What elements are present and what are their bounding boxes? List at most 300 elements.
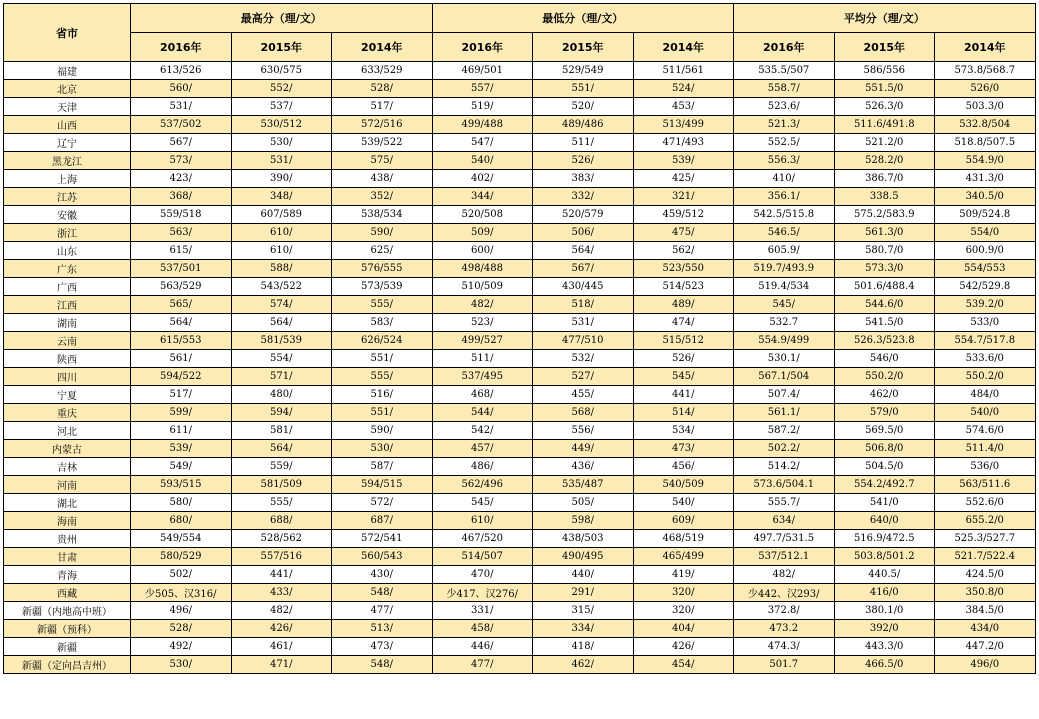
table-body [4,62,1036,674]
score-cell: 540/ [633,494,734,512]
table-row [4,134,1036,152]
score-cell: 410/ [734,170,835,188]
province-cell: 黑龙江 [4,152,131,170]
score-cell: 440/ [533,566,634,584]
score-cell: 356.1/ [734,188,835,206]
score-cell: 537/495 [432,368,533,386]
score-cell: 少505、汉316/ [131,584,232,602]
score-cell: 461/ [231,638,332,656]
year-header: 2016年 [432,33,533,62]
score-cell: 567/ [131,134,232,152]
score-cell: 474.3/ [734,638,835,656]
score-cell: 511/561 [633,62,734,80]
score-cell: 599/ [131,404,232,422]
score-cell: 567/ [533,260,634,278]
score-cell: 372.8/ [734,602,835,620]
table-row [4,368,1036,386]
score-cell: 475/ [633,224,734,242]
score-cell: 598/ [533,512,634,530]
score-cell: 687/ [332,512,433,530]
score-cell: 552.5/ [734,134,835,152]
score-cell: 559/518 [131,206,232,224]
table-row [4,404,1036,422]
score-cell: 555/ [332,368,433,386]
province-cell: 河南 [4,476,131,494]
score-cell: 550.2/0 [935,368,1036,386]
table-row [4,116,1036,134]
score-cell: 340.5/0 [935,188,1036,206]
score-cell: 529/549 [533,62,634,80]
score-cell: 477/ [332,602,433,620]
score-cell: 516.9/472.5 [834,530,935,548]
score-cell: 545/ [734,296,835,314]
table-row [4,332,1036,350]
province-cell: 山东 [4,242,131,260]
score-cell: 571/ [231,368,332,386]
score-cell: 514.2/ [734,458,835,476]
max-score-header: 最高分（理/文） [131,4,433,33]
score-cell: 573.6/504.1 [734,476,835,494]
score-cell: 537/ [231,98,332,116]
score-cell: 551/ [332,350,433,368]
score-cell: 554/ [231,350,332,368]
score-cell: 424.5/0 [935,566,1036,584]
score-cell: 430/ [332,566,433,584]
score-cell: 613/526 [131,62,232,80]
table-row [4,188,1036,206]
score-cell: 368/ [131,188,232,206]
score-cell: 532/ [533,350,634,368]
score-cell: 386.7/0 [834,170,935,188]
score-cell: 518/ [533,296,634,314]
province-cell: 广东 [4,260,131,278]
score-cell: 530/ [231,134,332,152]
score-cell: 470/ [432,566,533,584]
score-cell: 521.3/ [734,116,835,134]
score-cell: 321/ [633,188,734,206]
score-cell: 471/493 [633,134,734,152]
table-row [4,638,1036,656]
score-cell: 505/ [533,494,634,512]
score-cell: 315/ [533,602,634,620]
score-cell: 530.1/ [734,350,835,368]
table-row [4,296,1036,314]
score-cell: 489/ [633,296,734,314]
score-cell: 526.3/523.8 [834,332,935,350]
score-cell: 482/ [734,566,835,584]
table-row [4,314,1036,332]
score-cell: 600/ [432,242,533,260]
score-cell: 633/529 [332,62,433,80]
year-header: 2016年 [734,33,835,62]
table-row [4,278,1036,296]
score-cell: 539/ [131,440,232,458]
score-cell: 655.2/0 [935,512,1036,530]
score-cell: 558.7/ [734,80,835,98]
header-row-groups [4,4,1036,33]
score-cell: 534/ [633,422,734,440]
score-cell: 511/ [533,134,634,152]
score-cell: 383/ [533,170,634,188]
score-cell: 611/ [131,422,232,440]
score-cell: 587/ [332,458,433,476]
score-cell: 625/ [332,242,433,260]
score-cell: 459/512 [633,206,734,224]
score-cell: 468/519 [633,530,734,548]
score-cell: 521.7/522.4 [935,548,1036,566]
score-cell: 626/524 [332,332,433,350]
score-cell: 474/ [633,314,734,332]
province-cell: 江苏 [4,188,131,206]
score-cell: 600.9/0 [935,242,1036,260]
score-cell: 497.7/531.5 [734,530,835,548]
score-cell: 559/ [231,458,332,476]
score-cell: 528/ [332,80,433,98]
score-cell: 473.2 [734,620,835,638]
score-cell: 338.5 [834,188,935,206]
table-row [4,260,1036,278]
score-cell: 573.8/568.7 [935,62,1036,80]
score-cell: 610/ [231,242,332,260]
score-cell: 466.5/0 [834,656,935,674]
score-cell: 384.5/0 [935,602,1036,620]
score-cell: 520/579 [533,206,634,224]
score-cell: 586/556 [834,62,935,80]
province-cell: 广西 [4,278,131,296]
score-cell: 593/515 [131,476,232,494]
score-cell: 453/ [633,98,734,116]
score-cell: 533/0 [935,314,1036,332]
score-cell: 524/ [633,80,734,98]
score-cell: 615/ [131,242,232,260]
province-cell: 新疆（内地高中班） [4,602,131,620]
score-cell: 426/ [231,620,332,638]
score-cell: 402/ [432,170,533,188]
score-cell: 561/ [131,350,232,368]
province-cell: 四川 [4,368,131,386]
score-cell: 320/ [633,602,734,620]
score-cell: 564/ [533,242,634,260]
score-cell: 550.2/0 [834,368,935,386]
score-cell: 634/ [734,512,835,530]
province-cell: 宁夏 [4,386,131,404]
score-cell: 519.7/493.9 [734,260,835,278]
score-cell: 455/ [533,386,634,404]
score-cell: 503.8/501.2 [834,548,935,566]
province-cell: 山西 [4,116,131,134]
score-cell: 573.3/0 [834,260,935,278]
table-row [4,350,1036,368]
table-row [4,224,1036,242]
score-cell: 551/ [332,404,433,422]
province-cell: 青海 [4,566,131,584]
score-cell: 443.3/0 [834,638,935,656]
score-cell: 546.5/ [734,224,835,242]
score-cell: 539/ [633,152,734,170]
score-cell: 527/ [533,368,634,386]
table-row [4,152,1036,170]
province-cell: 陕西 [4,350,131,368]
score-cell: 580/529 [131,548,232,566]
score-cell: 418/ [533,638,634,656]
score-cell: 579/0 [834,404,935,422]
score-cell: 563/511.6 [935,476,1036,494]
score-cell: 554.9/499 [734,332,835,350]
score-cell: 477/ [432,656,533,674]
score-cell: 560/543 [332,548,433,566]
score-cell: 506/ [533,224,634,242]
score-cell: 549/ [131,458,232,476]
table-row [4,602,1036,620]
score-cell: 380.1/0 [834,602,935,620]
score-cell: 468/ [432,386,533,404]
score-cell: 594/515 [332,476,433,494]
score-cell: 438/503 [533,530,634,548]
score-table [3,3,1036,674]
score-cell: 554.9/0 [935,152,1036,170]
score-cell: 542/529.8 [935,278,1036,296]
score-cell: 471/ [231,656,332,674]
score-cell: 520/508 [432,206,533,224]
score-cell: 549/554 [131,530,232,548]
score-cell: 540/509 [633,476,734,494]
score-cell: 521.2/0 [834,134,935,152]
score-cell: 少442、汉293/ [734,584,835,602]
province-cell: 天津 [4,98,131,116]
score-cell: 588/ [231,260,332,278]
score-cell: 561.3/0 [834,224,935,242]
score-cell: 594/522 [131,368,232,386]
score-cell: 561.1/ [734,404,835,422]
score-cell: 576/555 [332,260,433,278]
score-cell: 496/0 [935,656,1036,674]
table-row [4,476,1036,494]
score-cell: 416/0 [834,584,935,602]
score-cell: 528.2/0 [834,152,935,170]
table-row [4,62,1036,80]
score-cell: 581/509 [231,476,332,494]
score-cell: 580.7/0 [834,242,935,260]
score-cell: 496/ [131,602,232,620]
score-cell: 594/ [231,404,332,422]
score-cell: 499/488 [432,116,533,134]
table-row [4,440,1036,458]
score-cell: 575/ [332,152,433,170]
score-cell: 517/ [131,386,232,404]
province-cell: 江西 [4,296,131,314]
score-cell: 514/ [633,404,734,422]
score-cell: 502/ [131,566,232,584]
province-cell: 上海 [4,170,131,188]
score-cell: 477/510 [533,332,634,350]
table-row [4,620,1036,638]
score-cell: 520/ [533,98,634,116]
year-header: 2014年 [332,33,433,62]
score-cell: 469/501 [432,62,533,80]
score-cell: 438/ [332,170,433,188]
score-cell: 630/575 [231,62,332,80]
province-cell: 新疆（预科） [4,620,131,638]
score-cell: 555.7/ [734,494,835,512]
score-cell: 519/ [432,98,533,116]
score-cell: 532.8/504 [935,116,1036,134]
score-cell: 331/ [432,602,533,620]
score-cell: 517/ [332,98,433,116]
score-cell: 526.3/0 [834,98,935,116]
score-cell: 562/496 [432,476,533,494]
score-cell: 615/553 [131,332,232,350]
min-score-header: 最低分（理/文） [432,4,734,33]
score-cell: 540/ [432,152,533,170]
province-cell: 吉林 [4,458,131,476]
score-cell: 502.2/ [734,440,835,458]
score-cell: 486/ [432,458,533,476]
province-cell: 西藏 [4,584,131,602]
score-cell: 441/ [231,566,332,584]
score-cell: 544/ [432,404,533,422]
score-cell: 554/553 [935,260,1036,278]
score-cell: 535.5/507 [734,62,835,80]
score-cell: 552.6/0 [935,494,1036,512]
score-cell: 454/ [633,656,734,674]
score-cell: 523.6/ [734,98,835,116]
avg-score-header: 平均分（理/文） [734,4,1036,33]
score-cell: 607/589 [231,206,332,224]
score-cell: 568/ [533,404,634,422]
table-row [4,242,1036,260]
score-cell: 537/501 [131,260,232,278]
score-cell: 441/ [633,386,734,404]
score-cell: 531/ [131,98,232,116]
table-row [4,494,1036,512]
year-header: 2015年 [533,33,634,62]
score-cell: 581/539 [231,332,332,350]
score-cell: 506.8/0 [834,440,935,458]
score-cell: 590/ [332,422,433,440]
score-cell: 680/ [131,512,232,530]
score-cell: 480/ [231,386,332,404]
score-cell: 542/ [432,422,533,440]
score-cell: 447.2/0 [935,638,1036,656]
score-cell: 605.9/ [734,242,835,260]
score-cell: 573/ [131,152,232,170]
score-cell: 518.8/507.5 [935,134,1036,152]
score-cell: 575.2/583.9 [834,206,935,224]
score-cell: 320/ [633,584,734,602]
score-cell: 498/488 [432,260,533,278]
score-cell: 580/ [131,494,232,512]
score-cell: 528/562 [231,530,332,548]
score-cell: 525.3/527.7 [935,530,1036,548]
score-cell: 532.7 [734,314,835,332]
score-cell: 519.4/534 [734,278,835,296]
score-cell: 440.5/ [834,566,935,584]
score-cell: 350.8/0 [935,584,1036,602]
score-cell: 530/ [332,440,433,458]
score-cell: 501.7 [734,656,835,674]
province-cell: 安徽 [4,206,131,224]
score-cell: 467/520 [432,530,533,548]
score-cell: 425/ [633,170,734,188]
score-cell: 484/0 [935,386,1036,404]
table-row [4,584,1036,602]
year-header: 2015年 [834,33,935,62]
province-cell: 新疆 [4,638,131,656]
score-cell: 419/ [633,566,734,584]
score-cell: 523/ [432,314,533,332]
province-cell: 湖北 [4,494,131,512]
score-cell: 587.2/ [734,422,835,440]
score-cell: 291/ [533,584,634,602]
table-row [4,530,1036,548]
score-cell: 548/ [332,656,433,674]
table-row [4,512,1036,530]
score-cell: 528/ [131,620,232,638]
score-cell: 554/0 [935,224,1036,242]
score-cell: 583/ [332,314,433,332]
score-cell: 348/ [231,188,332,206]
score-cell: 332/ [533,188,634,206]
score-cell: 462/ [533,656,634,674]
score-cell: 490/495 [533,548,634,566]
score-cell: 526/ [533,152,634,170]
header-row-years [4,33,1036,62]
score-cell: 537/512.1 [734,548,835,566]
province-cell: 云南 [4,332,131,350]
score-cell: 344/ [432,188,533,206]
score-cell: 569.5/0 [834,422,935,440]
score-cell: 513/499 [633,116,734,134]
score-cell: 482/ [231,602,332,620]
score-cell: 554.2/492.7 [834,476,935,494]
score-cell: 572/ [332,494,433,512]
score-cell: 423/ [131,170,232,188]
score-cell: 548/ [332,584,433,602]
score-cell: 510/509 [432,278,533,296]
score-cell: 456/ [633,458,734,476]
score-cell: 560/ [131,80,232,98]
score-cell: 434/0 [935,620,1036,638]
score-cell: 526/0 [935,80,1036,98]
score-cell: 523/550 [633,260,734,278]
score-cell: 551.5/0 [834,80,935,98]
score-cell: 545/ [633,368,734,386]
score-cell: 541.5/0 [834,314,935,332]
province-cell: 湖南 [4,314,131,332]
table-row [4,656,1036,674]
score-cell: 473/ [633,440,734,458]
score-cell: 547/ [432,134,533,152]
year-header: 2015年 [231,33,332,62]
score-cell: 436/ [533,458,634,476]
score-cell: 574/ [231,296,332,314]
score-cell: 564/ [231,440,332,458]
score-cell: 533.6/0 [935,350,1036,368]
score-cell: 572/516 [332,116,433,134]
province-cell: 甘肃 [4,548,131,566]
province-cell: 北京 [4,80,131,98]
score-cell: 573/539 [332,278,433,296]
table-row [4,206,1036,224]
score-cell: 538/534 [332,206,433,224]
province-cell: 浙江 [4,224,131,242]
province-cell: 新疆（定向昌吉州） [4,656,131,674]
province-cell: 贵州 [4,530,131,548]
score-cell: 513/ [332,620,433,638]
score-cell: 531/ [533,314,634,332]
score-cell: 540/0 [935,404,1036,422]
score-cell: 610/ [231,224,332,242]
